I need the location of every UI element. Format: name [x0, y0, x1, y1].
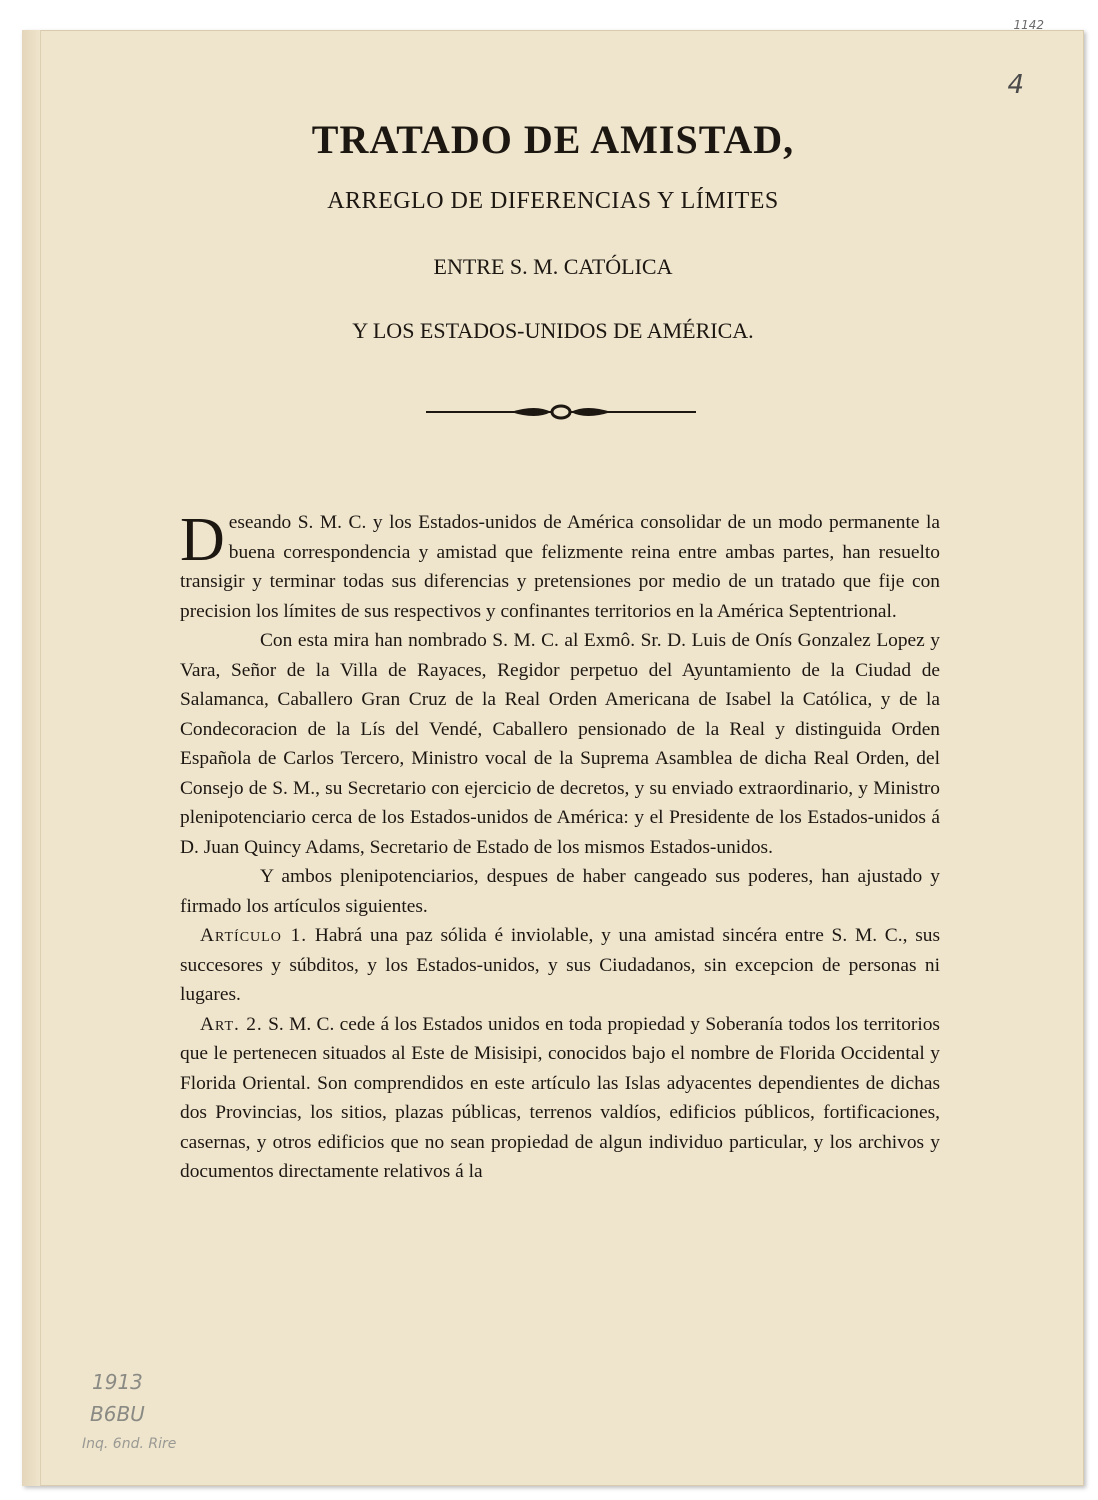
exchange-paragraph: Y ambos plenipotenciarios, despues de haber cangeado sus poderes, han ajustado y firmado los artículos siguientes.: [180, 866, 940, 917]
article-2-text: S. M. C. cede á los Estados unidos en toda propiedad y Soberanía todos los territorios que le pertenecen situados al Este de Misisipi, conocidos bajo el nombre de Florida Occidental y Florida Oriental. Son comprendidos en este artículo las Islas adyacentes dependientes de dichas dos Provincias, los sitios, plazas públicas, terrenos valdíos, edificios públicos, fortificaciones, casernas, y otros edificios que no sean propiedad de algun individuo particular, y los archivos y documentos directamente relativos á la: [180, 1013, 940, 1182]
article-1: [180, 921, 940, 1010]
article-1-text: Habrá una paz sólida é inviolable, y una amistad sincéra entre S. M. C., sus succesores y súbditos, y los Estados-unidos, y sus Ciudadanos, sin excepcion de personas ni lugares.: [180, 925, 940, 1005]
page-number: 4: [1007, 70, 1024, 100]
drop-cap: D: [180, 506, 225, 574]
archive-number: 1142: [1013, 18, 1044, 32]
preamble-text: eseando S. M. C. y los Estados-unidos de América consolidar de un modo permanente la buena correspondencia y amistad que felizmente reina entre ambas partes, han resuelto transigir y terminar todas sus diferencias y pretensiones por medio de un tratado que fije con precision los límites de sus respectivos y confinantes territorios en la América Septentrional.: [180, 512, 940, 622]
treaty-body: [180, 508, 940, 1187]
pencil-note-1: 1913: [92, 1370, 143, 1394]
document-page: [22, 18, 1084, 1486]
pencil-note-2: B6BU: [90, 1402, 145, 1426]
page-spine-edge: [22, 30, 41, 1486]
document-title: TRATADO DE AMISTAD,: [311, 117, 795, 162]
ornamental-divider: [426, 400, 696, 424]
plenipotentiaries-paragraph: Con esta mira han nombrado S. M. C. al Exmô. Sr. D. Luis de Onís Gonzalez Lopez y Vara, Señor de la Villa de Rayaces, Regidor perpetuo del Ayuntamiento de la Ciudad de Salamanca, Caballero Gran Cruz de la Real Orden Americana de Isabel la Católica, y de la Condecoracion de la Lís del Vendé, Caballero pensionado de la Real y distinguida Orden Española de Carlos Tercero, Ministro vocal de la Suprema Asamblea de dicha Real Orden, del Consejo de S. M., su Secretario con ejercicio de decretos, y su enviado extraordinario, y Ministro plenipotenciario cerca de los Estados-unidos de América: y el Presidente de los Estados-unidos á D. Juan Quincy Adams, Secretario de Estado de los mismos Estados-unidos.: [180, 630, 940, 858]
document-subtitle-1: ARREGLO DE DIFERENCIAS Y LÍMITES: [327, 188, 779, 214]
article-2-label: Art. 2.: [200, 1013, 263, 1035]
document-subtitle-2: ENTRE S. M. CATÓLICA: [433, 254, 673, 279]
document-subtitle-3: Y LOS ESTADOS-UNIDOS DE AMÉRICA.: [352, 318, 754, 343]
preamble-paragraph: [180, 508, 940, 626]
article-1-label: Artículo 1.: [200, 925, 308, 946]
article-2: [180, 1010, 940, 1187]
pencil-note-3: Inq. 6nd. Rire: [82, 1436, 177, 1452]
